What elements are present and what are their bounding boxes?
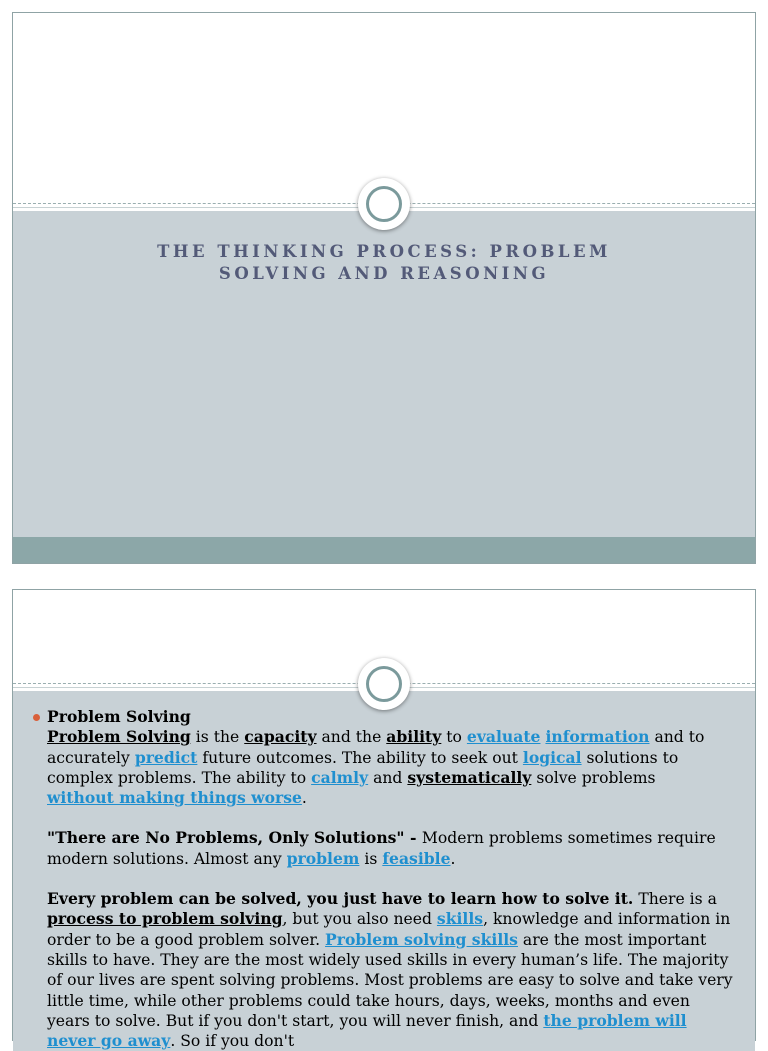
text: Modern problems sometimes require modern solutions. Almost any — [47, 829, 716, 868]
content-slide — [12, 589, 756, 1051]
link-evaluate[interactable]: evaluate — [466, 727, 541, 747]
text: , knowledge and information in order to be a good problem solver. — [47, 910, 731, 949]
text: , but you also need — [282, 910, 437, 929]
link-skills[interactable]: skills — [436, 909, 484, 929]
text: solve problems — [531, 768, 656, 787]
text: . — [301, 789, 307, 808]
text: . So if you don't — [170, 1032, 295, 1051]
term-capacity: capacity — [244, 727, 317, 747]
link-logical[interactable]: logical — [522, 747, 582, 767]
title-line-1: THE THINKING PROCESS: PROBLEM — [157, 242, 611, 261]
paragraph-definition — [47, 727, 737, 808]
footer-band — [13, 537, 755, 563]
bullet-content — [47, 707, 737, 1051]
title-slide — [12, 12, 756, 564]
bullet-heading: Problem Solving — [47, 707, 191, 726]
text: and — [368, 768, 408, 787]
link-problem[interactable]: problem — [286, 848, 360, 868]
link-without-making-things-worse[interactable]: without making things worse — [47, 788, 302, 808]
slide-title — [13, 241, 755, 285]
link-problem-never-go-away[interactable]: the problem will never go away — [47, 1010, 687, 1051]
text: future outcomes. The ability to seek out — [197, 748, 523, 767]
link-predict[interactable]: predict — [134, 747, 198, 767]
term-process-to-problem-solving: process to problem solving — [47, 909, 283, 929]
circle-ornament-icon — [358, 178, 410, 230]
quote-text: "There are No Problems, Only Solutions" - — [47, 828, 422, 848]
circle-ornament-icon — [358, 658, 410, 710]
text: are the most important skills to have. They are the most widely used skills in every human’s life. The majority of our lives are spent solving problems. Most problems are easy to solve and take very little time, while other problems could take hours, days, weeks, months and even years to solve. But if you don't start, you will never finish, and — [47, 930, 733, 1030]
text: There is a — [633, 890, 717, 909]
link-information[interactable]: information — [545, 727, 650, 747]
paragraph-quote — [47, 828, 737, 869]
bold-statement: Every problem can be solved, you just have to learn how to solve it. — [47, 889, 634, 909]
link-feasible[interactable]: feasible — [382, 848, 451, 868]
text: and the — [316, 728, 387, 747]
term-ability: ability — [386, 727, 442, 747]
link-problem-solving-skills[interactable]: Problem solving skills — [325, 929, 518, 949]
text: and to accurately — [47, 728, 705, 767]
slide-header-area — [13, 13, 755, 205]
text: to — [441, 728, 467, 747]
title-line-2: SOLVING AND REASONING — [218, 264, 550, 283]
text: . — [450, 849, 456, 868]
text: solutions to complex problems. The ability to — [47, 748, 679, 787]
text: is — [359, 849, 383, 868]
text: is the — [190, 728, 245, 747]
term-systematically: systematically — [407, 767, 532, 787]
paragraph-process — [47, 889, 737, 1051]
bullet-icon — [33, 714, 40, 721]
link-calmly[interactable]: calmly — [311, 767, 369, 787]
term-problem-solving: Problem Solving — [47, 727, 191, 747]
